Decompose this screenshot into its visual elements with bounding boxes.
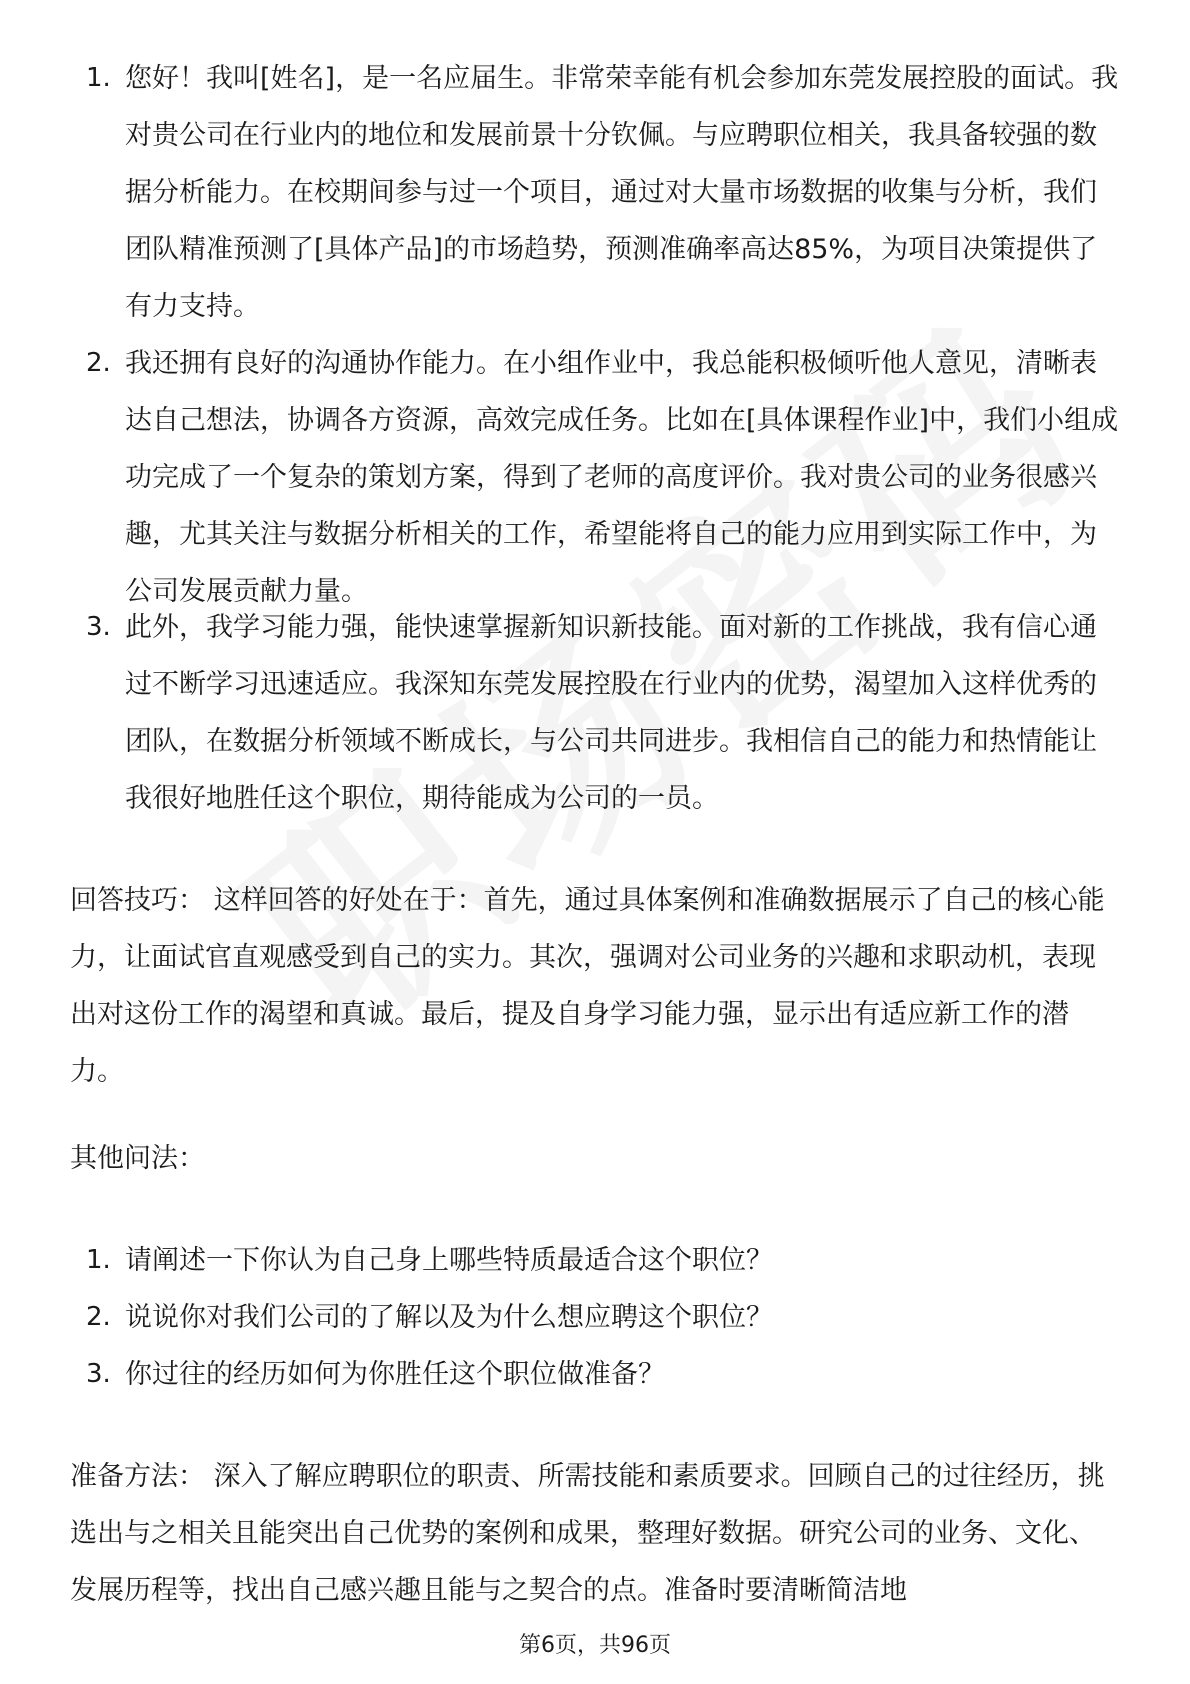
list-number: 2. <box>86 1302 111 1332</box>
list-number: 2. <box>86 348 111 378</box>
list-item <box>0 1232 1190 1289</box>
list-item <box>0 50 1190 335</box>
answer-list <box>0 50 1190 827</box>
list-item-text: 你过往的经历如何为你胜任这个职位做准备？ <box>125 1359 665 1390</box>
list-number: 3. <box>86 612 111 642</box>
list-item-text: 此外，我学习能力强，能快速掌握新知识新技能。面对新的工作挑战，我有信心通过不断学习迅速适应。我深知东莞发展控股在行业内的优势，渴望加入这样优秀的团队，在数据分析领域不断成长，与公司共同进步。我相信自己的能力和热情能让我很好地胜任这个职位，期待能成为公司的一员。 <box>125 612 1097 814</box>
page-footer: 第6页，共96页 <box>519 1633 671 1658</box>
list-item-text: 请阐述一下你认为自己身上哪些特质最适合这个职位？ <box>125 1245 773 1276</box>
list-item-text: 我还拥有良好的沟通协作能力。在小组作业中，我总能积极倾听他人意见，清晰表达自己想法，协调各方资源，高效完成任务。比如在[具体课程作业]中，我们小组成功完成了一个复杂的策划方案，得到了老师的高度评价。我对贵公司的业务很感兴趣，尤其关注与数据分析相关的工作，希望能将自己的能力应用到实际工作中，为公司发展贡献力量。 <box>125 348 1119 607</box>
list-item-text: 您好！我叫[姓名]，是一名应届生。非常荣幸能有机会参加东莞发展控股的面试。我对贵公司在行业内的地位和发展前景十分钦佩。与应聘职位相关，我具备较强的数据分析能力。在校期间参与过一个项目，通过对大量市场数据的收集与分析，我们团队精准预测了[具体产品]的市场趋势，预测准确率高达85%，为项目决策提供了有力支持。 <box>125 63 1119 322</box>
list-number: 1. <box>86 63 111 93</box>
list-item <box>0 599 1190 827</box>
list-number: 3. <box>86 1359 111 1389</box>
preparation-method: 准备方法： 深入了解应聘职位的职责、所需技能和素质要求。回顾自己的过往经历，挑选出与之相关且能突出自己优势的案例和成果，整理好数据。研究公司的业务、文化、发展历程等，找出自己感兴趣且能与之契合的点。准备时要清晰简洁地 <box>70 1461 1105 1606</box>
list-item <box>0 1346 1190 1403</box>
list-number: 1. <box>86 1245 111 1275</box>
other-questions-list <box>0 1232 1190 1403</box>
list-item-text: 说说你对我们公司的了解以及为什么想应聘这个职位？ <box>125 1302 773 1333</box>
other-questions-heading: 其他问法： <box>70 1143 205 1174</box>
list-item <box>0 1289 1190 1346</box>
answer-tips: 回答技巧： 这样回答的好处在于：首先，通过具体案例和准确数据展示了自己的核心能力，让面试官直观感受到自己的实力。其次，强调对公司业务的兴趣和求职动机，表现出对这份工作的渴望和真诚。最后，提及自身学习能力强，显示出有适应新工作的潜力。 <box>70 885 1105 1087</box>
list-item <box>0 335 1190 607</box>
